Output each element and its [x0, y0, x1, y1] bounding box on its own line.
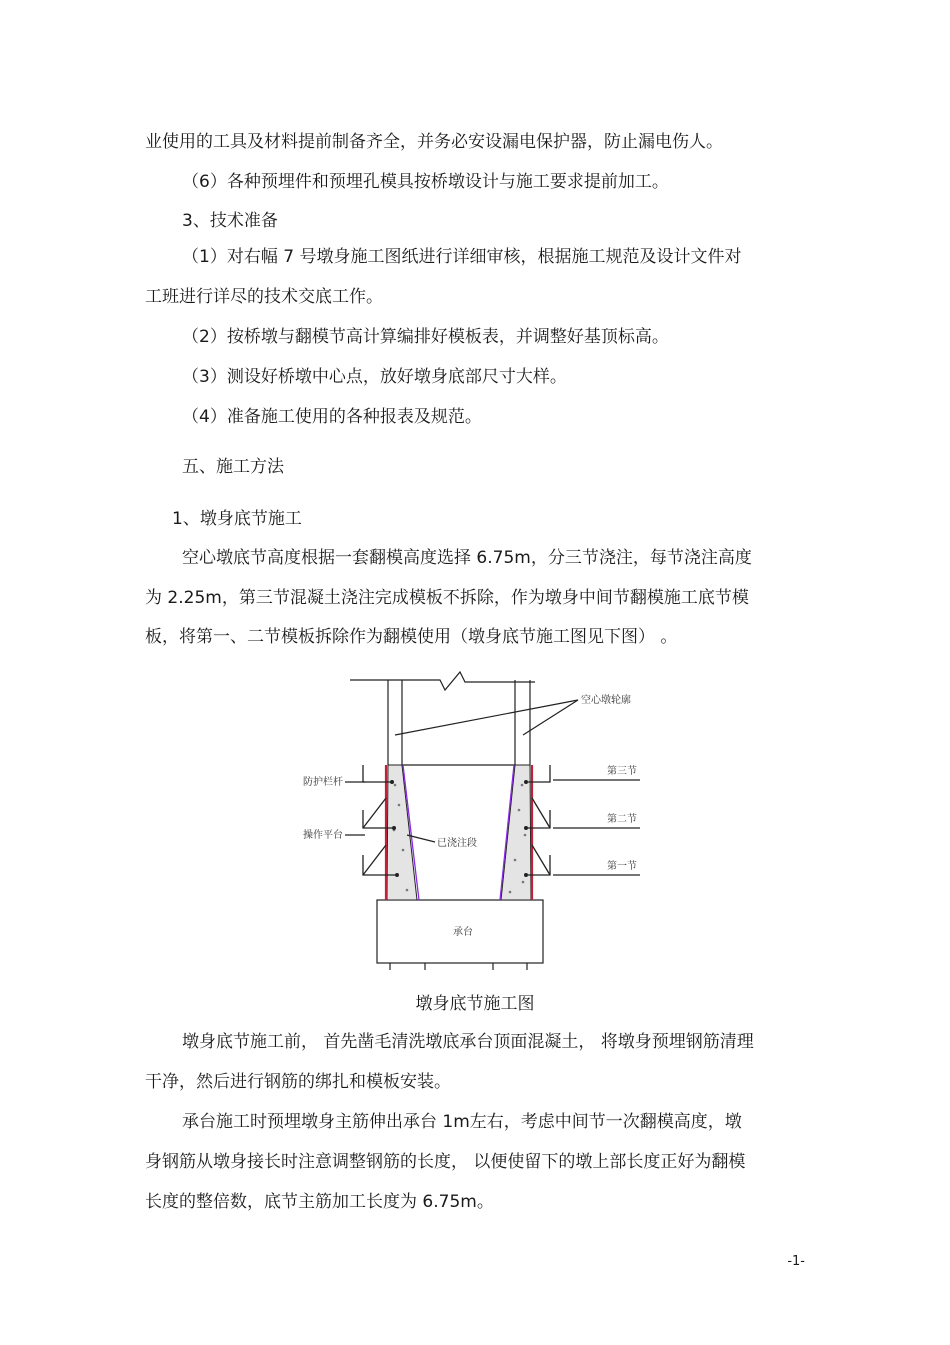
- paragraph-line: （3）测设好桥墩中心点，放好墩身底部尺寸大样。: [182, 367, 567, 387]
- paragraph-line: 承台施工时预埋墩身主筋伸出承台 1m左右，考虑中间节一次翻模高度，墩: [182, 1112, 742, 1132]
- paragraph-line: （4）准备施工使用的各种报表及规范。: [182, 407, 482, 427]
- paragraph-line: （1）对右幅 7 号墩身施工图纸进行详细审核，根据施工规范及设计文件对: [182, 247, 742, 267]
- paragraph-line: 身钢筋从墩身接长时注意调整钢筋的长度， 以便使留下的墩上部长度正好为翻模: [145, 1152, 746, 1172]
- paragraph-line: 干净，然后进行钢筋的绑扎和模板安装。: [145, 1072, 451, 1092]
- paragraph-line: 为 2.25m，第三节混凝土浇注完成模板不拆除，作为墩身中间节翻模施工底节模: [145, 588, 749, 608]
- label-hollow-pier: 空心墩轮廓: [581, 695, 631, 706]
- paragraph-line: 业使用的工具及材料提前制备齐全，并务必安设漏电保护器，防止漏电伤人。: [145, 132, 723, 152]
- paragraph-line: 板，将第一、二节模板拆除作为翻模使用（墩身底节施工图见下图） 。: [145, 627, 678, 647]
- label-poured: 已浇注段: [437, 838, 477, 849]
- label-section1: 第一节: [607, 861, 637, 872]
- label-section2: 第二节: [607, 814, 637, 825]
- figure-caption: 墩身底节施工图: [415, 994, 535, 1014]
- label-section3: 第三节: [607, 766, 637, 777]
- poured-concrete-right: [501, 765, 531, 900]
- section-heading: 1、墩身底节施工: [172, 509, 302, 529]
- paragraph-line: （6）各种预埋件和预埋孔模具按桥墩设计与施工要求提前加工。: [182, 172, 669, 192]
- section-heading: 3、技术准备: [182, 211, 278, 231]
- label-platform: 操作平台: [303, 830, 343, 841]
- section-heading: 五、施工方法: [182, 457, 284, 477]
- pier-base-construction-figure: [295, 670, 665, 970]
- label-cap: 承台: [453, 927, 473, 938]
- paragraph-line: 长度的整倍数，底节主筋加工长度为 6.75m。: [145, 1192, 494, 1212]
- label-guardrail: 防护栏杆: [303, 777, 343, 788]
- brace: [532, 845, 550, 875]
- break-line: [350, 672, 535, 690]
- brace: [363, 798, 386, 828]
- poured-concrete-left: [387, 765, 417, 900]
- paragraph-line: （2）按桥墩与翻模节高计算编排好模板表，并调整好基顶标高。: [182, 327, 669, 347]
- paragraph-line: 空心墩底节高度根据一套翻模高度选择 6.75m，分三节浇注，每节浇注高度: [182, 548, 752, 568]
- brace: [532, 798, 550, 828]
- paragraph-line: 墩身底节施工前， 首先凿毛清洗墩底承台顶面混凝土， 将墩身预埋钢筋清理: [182, 1032, 754, 1052]
- paragraph-line: 工班进行详尽的技术交底工作。: [145, 287, 383, 307]
- brace: [363, 845, 386, 875]
- page-number: -1-: [787, 1254, 805, 1269]
